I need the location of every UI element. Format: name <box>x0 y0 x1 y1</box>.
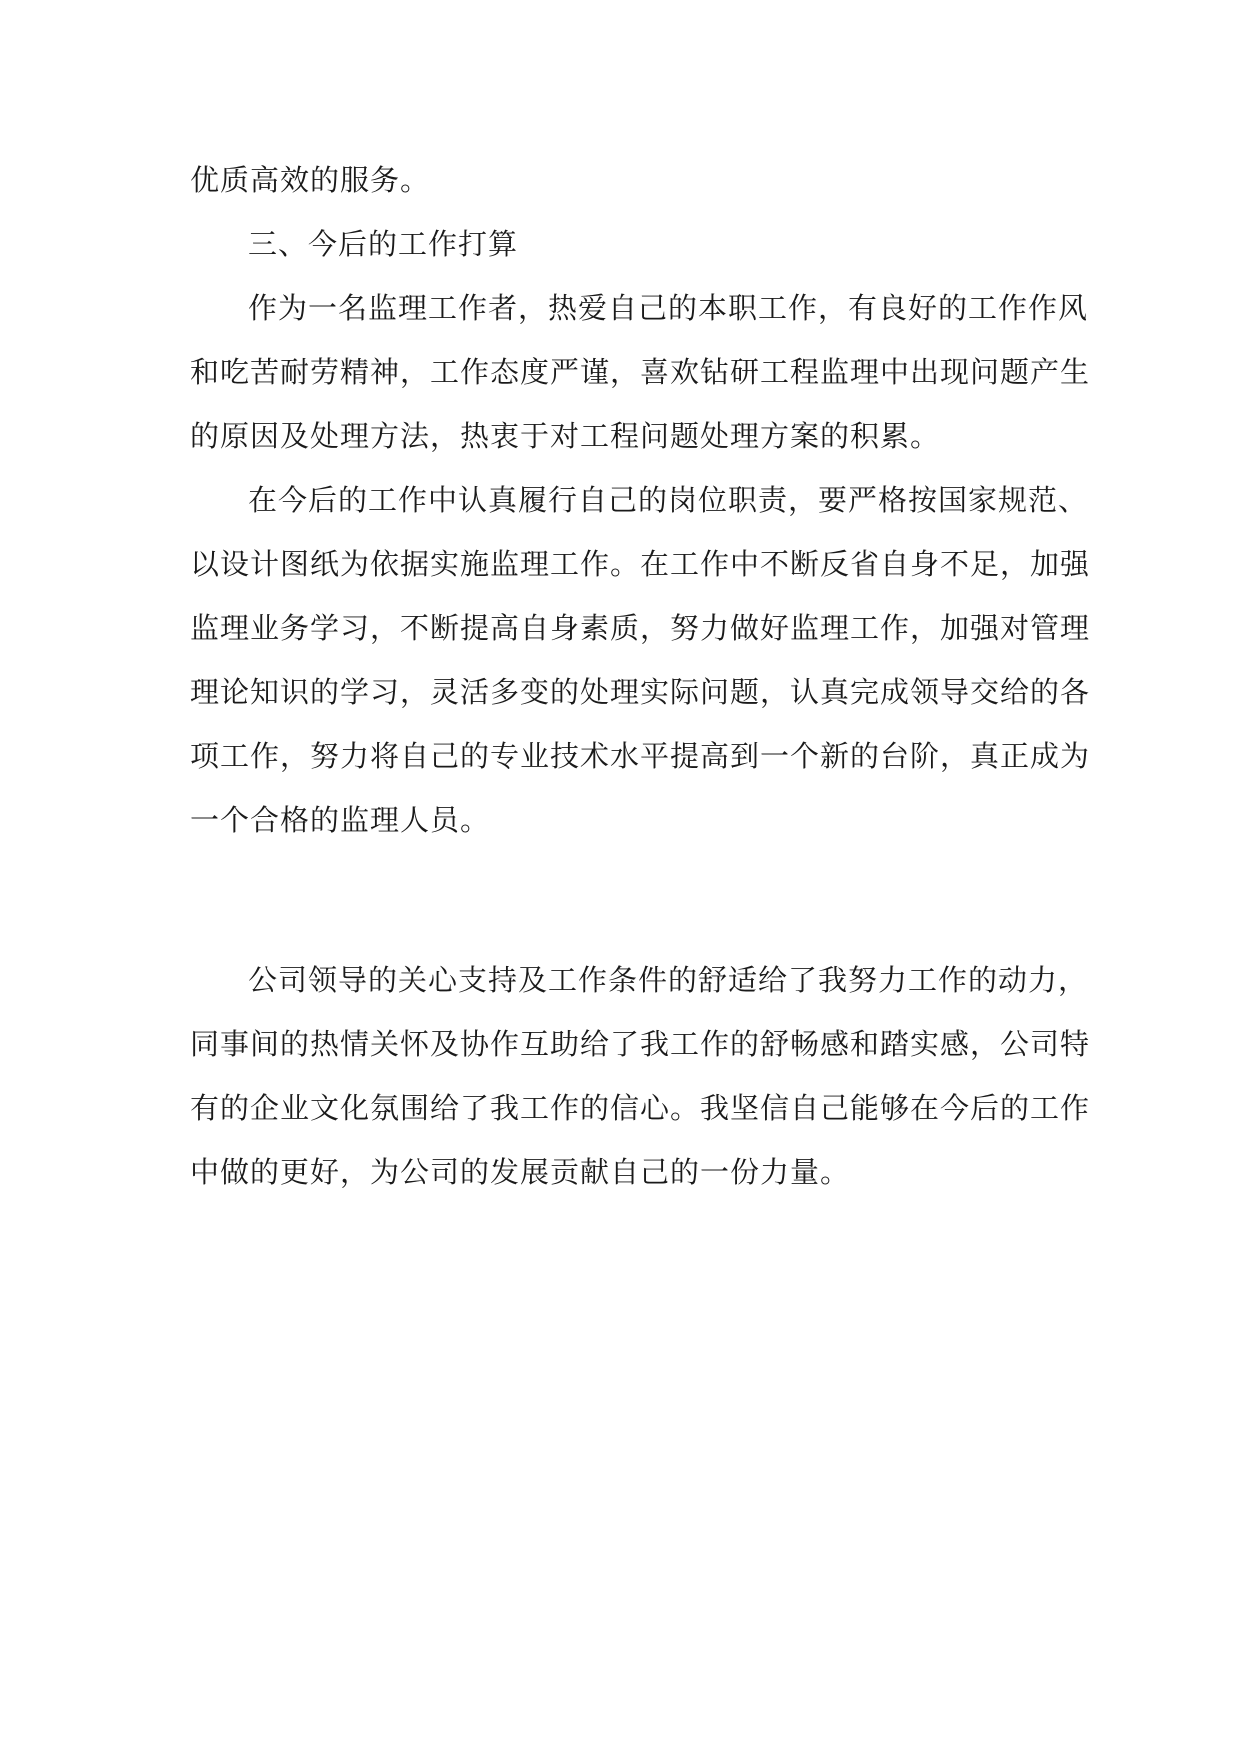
paragraph-line: 一个合格的监理人员。 <box>190 803 491 837</box>
paragraph-2 <box>190 468 1090 852</box>
paragraph-line: 有的企业文化氛围给了我工作的信心。我坚信自己能够在今后的工作 <box>190 1091 1091 1125</box>
paragraph-line: 理论知识的学习，灵活多变的处理实际问题，认真完成领导交给的各 <box>190 675 1091 709</box>
paragraph-line: 以设计图纸为依据实施监理工作。在工作中不断反省自身不足，加强 <box>190 547 1091 581</box>
section-heading-text: 三、今后的工作打算 <box>248 227 519 261</box>
paragraph-line: 和吃苦耐劳精神，工作态度严谨，喜欢钻研工程监理中出现问题产生 <box>190 355 1091 389</box>
paragraph-line: 项工作，努力将自己的专业技术水平提高到一个新的台阶，真正成为 <box>190 739 1091 773</box>
paragraph-line: 的原因及处理方法，热衷于对工程问题处理方案的积累。 <box>190 419 941 453</box>
paragraph-line: 监理业务学习，不断提高自身素质，努力做好监理工作，加强对管理 <box>190 611 1091 645</box>
paragraph-line: 作为一名监理工作者，热爱自己的本职工作，有良好的工作作风 <box>248 291 1089 325</box>
paragraph-line: 中做的更好，为公司的发展贡献自己的一份力量。 <box>190 1155 851 1189</box>
paragraph-3 <box>190 948 1090 1204</box>
paragraph-1 <box>190 276 1090 468</box>
paragraph-line: 公司领导的关心支持及工作条件的舒适给了我努力工作的动力， <box>248 963 1089 997</box>
paragraph-line: 同事间的热情关怀及协作互助给了我工作的舒畅感和踏实感，公司特 <box>190 1027 1091 1061</box>
continuation-paragraph <box>190 148 1090 212</box>
paragraph-line: 优质高效的服务。 <box>190 163 431 197</box>
paragraph-line: 在今后的工作中认真履行自己的岗位职责，要严格按国家规范、 <box>248 483 1089 517</box>
section-heading <box>190 212 1090 276</box>
